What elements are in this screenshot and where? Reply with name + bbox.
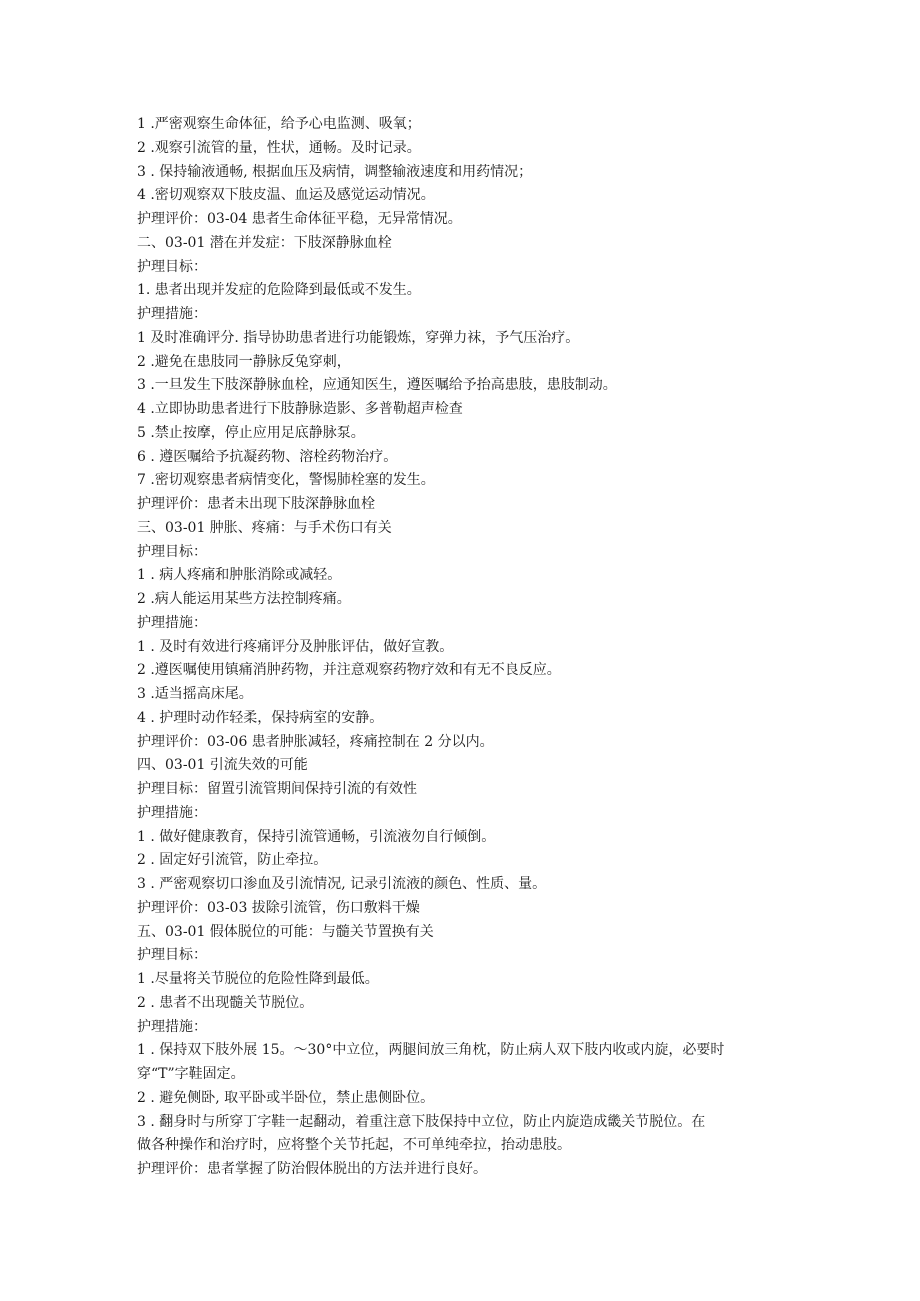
text-line: 护理措施： (137, 306, 207, 322)
text-line: 1 .严密观察生命体征，给予心电监测、吸氧； (137, 116, 421, 132)
text-line: 4 . 护理时动作轻柔，保持病室的安静。 (137, 709, 384, 726)
text-line: 3 . 严密观察切口渗血及引流情况, 记录引流液的颜色、性质、量。 (137, 876, 547, 892)
text-line: 护理目标：留置引流管期间保持引流的有效性 (137, 781, 417, 797)
section-heading: 五、03-01 假体脱位的可能：与髓关节置换有关 (137, 923, 434, 940)
text-line: 2 .遵医嘱使用镇痛消肿药物，并注意观察药物疗效和有无不良反应。 (137, 662, 561, 679)
text-line: 护理措施： (137, 1018, 207, 1035)
text-line: 2 . 固定好引流管，防止牵拉。 (137, 852, 328, 869)
section-heading: 二、03-01 潜在并发症：下肢深静脉血栓 (137, 234, 392, 251)
text-line: 护理措施： (137, 804, 207, 821)
text-line: 护理措施： (137, 614, 207, 631)
evaluation-line: 护理评价：03-03 拔除引流管，伤口敷料干燥 (137, 899, 420, 916)
text-line: 护理目标： (137, 947, 207, 964)
evaluation-line: 护理评价：患者掌握了防治假体脱出的方法并进行良好。 (137, 1161, 487, 1177)
text-line: 护理目标： (137, 258, 207, 275)
section-heading: 三、03-01 肿胀、疼痛：与手术伤口有关 (137, 519, 392, 536)
text-line: 1 及时准确评分. 指导协助患者进行功能锻炼，穿弹力袜，予气压治疗。 (137, 329, 580, 346)
text-line: 2 .观察引流管的量，性状，通畅。及时记录。 (137, 139, 421, 156)
text-line: 2 .病人能运用某些方法控制疼痛。 (137, 591, 351, 607)
text-line: 3 .适当摇高床尾。 (137, 686, 253, 702)
text-line: 4 .立即协助患者进行下肢静脉造影、多普勒超声检查 (137, 401, 463, 417)
text-line: 1 . 病人疼痛和肿胀消除或减轻。 (137, 567, 342, 584)
text-line: 2 . 患者不出现髓关节脱位。 (137, 994, 314, 1011)
text-line: 7 .密切观察患者病情变化，警惕肺栓塞的发生。 (137, 472, 435, 489)
text-line: 做各种操作和治疗时，应将整个关节托起，不可单纯牵拉，抬动患肢。 (137, 1137, 571, 1154)
text-line: 6 . 遵医嘱给予抗凝药物、溶栓药物治疗。 (137, 448, 398, 465)
text-line: 护理目标： (137, 543, 207, 560)
evaluation-line: 护理评价：患者未出现下肢深静脉血栓 (137, 496, 375, 512)
text-line: 1 . 做好健康教育，保持引流管通畅，引流液勿自行倾倒。 (137, 828, 496, 845)
text-line: 3 . 翻身时与所穿丁字鞋一起翻动，着重注意下肢保持中立位，防止内旋造成畿关节脱位。在 (137, 1113, 706, 1130)
text-line: 5 .禁止按摩，停止应用足底静脉泵。 (137, 424, 365, 441)
text-line: 3 .一旦发生下肢深静脉血栓，应通知医生，遵医嘱给予抬高患肢，患肢制动。 (137, 377, 617, 394)
text-line: 1 .尽量将关节脱位的危险性降到最低。 (137, 971, 379, 987)
text-line: 1 . 及时有效进行疼痛评分及肿胀评估，做好宣教。 (137, 638, 454, 655)
text-line: 1 . 保持双下肢外展 15。～30°中立位，两腿间放三角枕，防止病人双下肢内收或内旋，必要时 (137, 1042, 725, 1059)
text-line: 2 .避免在患肢同一静脉反兔穿刺， (137, 353, 351, 370)
section-heading: 四、03-01 引流失效的可能 (137, 757, 308, 774)
text-line: 穿“T”字鞋固定。 (137, 1066, 245, 1082)
evaluation-line: 护理评价：03-04 患者生命体征平稳，无异常情况。 (137, 211, 462, 227)
text-line: 4 .密切观察双下肢皮温、血运及感觉运动情况。 (137, 187, 435, 204)
text-line: 2 . 避免侧卧, 取平卧或半卧位，禁止患侧卧位。 (137, 1089, 435, 1106)
document-body (137, 113, 797, 1182)
text-line: 1. 患者出现并发症的危险降到最低或不发生。 (137, 282, 421, 299)
text-line: 3 . 保持输液通畅, 根据血压及病情，调整输液速度和用药情况； (137, 163, 533, 180)
evaluation-line: 护理评价：03-06 患者肿胀减轻，疼痛控制在 2 分以内。 (137, 733, 494, 750)
